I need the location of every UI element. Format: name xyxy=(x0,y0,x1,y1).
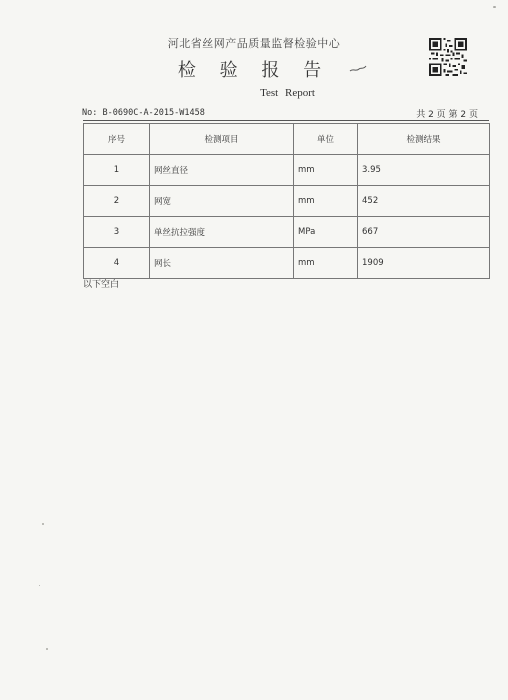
table-row xyxy=(84,217,490,248)
cell-no: 3 xyxy=(84,217,150,248)
col-header-item: 检测项目 xyxy=(150,124,294,155)
col-header-result: 检测结果 xyxy=(358,124,490,155)
pen-mark-icon xyxy=(348,63,368,75)
report-title-en: Test Report xyxy=(260,87,315,99)
cell-unit: mm xyxy=(294,248,358,279)
col-header-no: 序号 xyxy=(84,124,150,155)
cell-unit: MPa xyxy=(294,217,358,248)
cell-unit: mm xyxy=(294,155,358,186)
cell-result: 3.95 xyxy=(358,155,490,186)
cell-result: 452 xyxy=(358,186,490,217)
report-number-value: B-0690C-A-2015-W1458 xyxy=(102,108,205,118)
cell-no: 2 xyxy=(84,186,150,217)
report-number-sep: : xyxy=(92,108,103,118)
report-title-cn: 检 验 报 告 xyxy=(177,60,331,81)
issuing-organization: 河北省丝网产品质量监督检验中心 xyxy=(167,37,341,50)
paper-speck xyxy=(46,648,48,650)
paper-speck xyxy=(42,523,44,525)
cell-unit: mm xyxy=(294,186,358,217)
qr-code-icon[interactable] xyxy=(429,38,467,76)
blank-below-note: 以下空白 xyxy=(83,280,120,290)
cell-item: 网宽 xyxy=(150,186,294,217)
results-table xyxy=(83,123,490,279)
table-row xyxy=(84,248,490,279)
table-row xyxy=(84,186,490,217)
table-header-row xyxy=(84,124,490,155)
col-header-unit: 单位 xyxy=(294,124,358,155)
cell-result: 1909 xyxy=(358,248,490,279)
page-count: 共 2 页 第 2 页 xyxy=(416,110,478,120)
paper-speck xyxy=(39,585,40,586)
cell-result: 667 xyxy=(358,217,490,248)
paper-speck xyxy=(493,6,496,8)
cell-no: 4 xyxy=(84,248,150,279)
cell-item: 单丝抗拉强度 xyxy=(150,217,294,248)
header-rule xyxy=(83,120,489,121)
cell-item: 网长 xyxy=(150,248,294,279)
cell-item: 网丝直径 xyxy=(150,155,294,186)
report-number xyxy=(82,108,205,118)
cell-no: 1 xyxy=(84,155,150,186)
table-row xyxy=(84,155,490,186)
report-number-label: No xyxy=(82,108,93,118)
